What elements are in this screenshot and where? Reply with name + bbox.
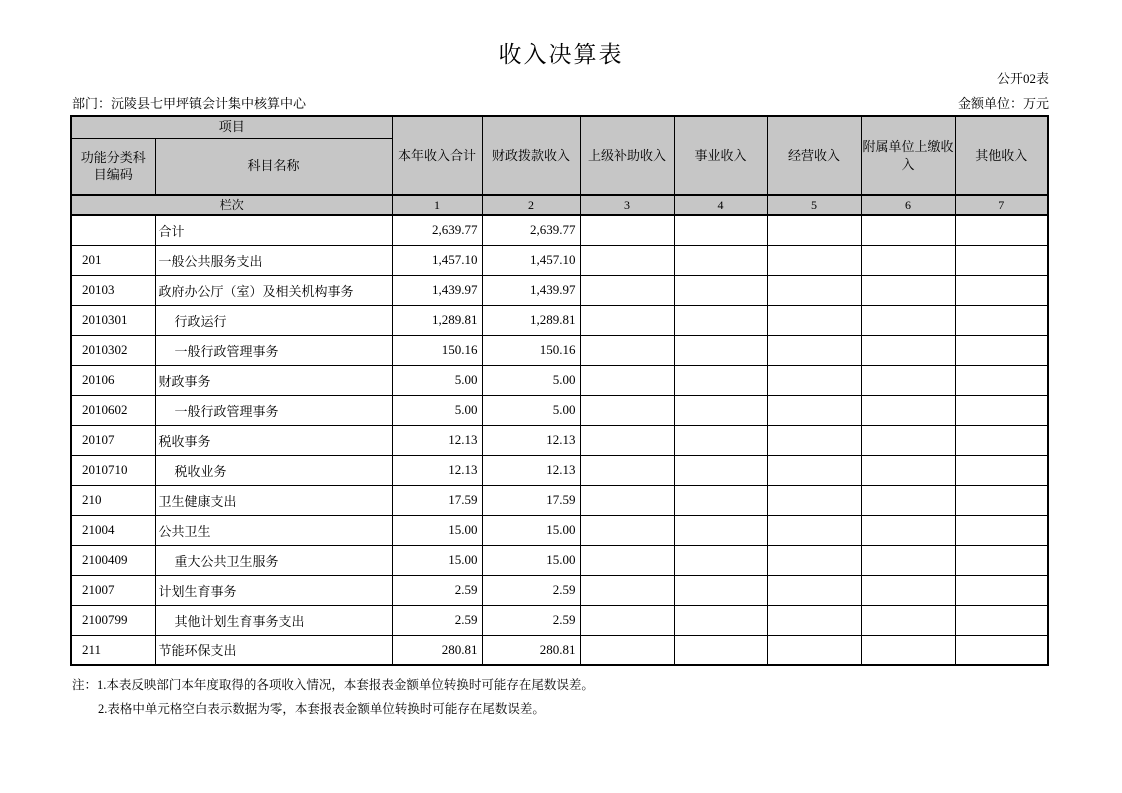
row-amount-cell: 2,639.77 [482, 215, 580, 245]
row-amount-cell [861, 275, 955, 305]
row-function-code: 2100799 [71, 605, 155, 635]
row-amount-cell: 15.00 [482, 545, 580, 575]
row-amount-cell [674, 425, 767, 455]
row-amount-cell: 12.13 [392, 455, 482, 485]
row-function-code: 20106 [71, 365, 155, 395]
table-row [71, 425, 1048, 455]
row-amount-cell [580, 575, 674, 605]
table-row [71, 215, 1048, 245]
row-amount-cell [861, 365, 955, 395]
column-header-total-income: 本年收入合计 [392, 116, 482, 195]
row-subject-name: 行政运行 [155, 305, 392, 335]
row-amount-cell [955, 455, 1048, 485]
row-amount-cell: 2.59 [392, 575, 482, 605]
row-subject-name: 税收事务 [155, 425, 392, 455]
row-amount-cell [580, 605, 674, 635]
row-amount-cell: 12.13 [392, 425, 482, 455]
row-subject-name: 财政事务 [155, 365, 392, 395]
table-row [71, 305, 1048, 335]
row-amount-cell [861, 635, 955, 665]
row-amount-cell [955, 635, 1048, 665]
column-index-1: 1 [392, 195, 482, 215]
row-amount-cell [955, 365, 1048, 395]
row-amount-cell [767, 215, 861, 245]
row-amount-cell [955, 425, 1048, 455]
row-function-code: 210 [71, 485, 155, 515]
row-amount-cell: 150.16 [482, 335, 580, 365]
row-amount-cell [861, 575, 955, 605]
row-amount-cell [580, 365, 674, 395]
column-header-fiscal-appropriation: 财政拨款收入 [482, 116, 580, 195]
column-header-subject-name: 科目名称 [155, 138, 392, 195]
row-amount-cell [580, 245, 674, 275]
row-amount-cell [861, 515, 955, 545]
header-row-project [71, 116, 1048, 138]
row-function-code [71, 215, 155, 245]
row-amount-cell [767, 425, 861, 455]
row-amount-cell [955, 605, 1048, 635]
note-1: 注：1.本表反映部门本年度取得的各项收入情况，本套报表金额单位转换时可能存在尾数误差。 [72, 678, 594, 692]
column-index-label: 栏次 [71, 195, 392, 215]
note-2: 2.表格中单元格空白表示数据为零，本套报表金额单位转换时可能存在尾数误差。 [98, 702, 545, 716]
table-row [71, 365, 1048, 395]
table-row [71, 515, 1048, 545]
table-header [71, 116, 1048, 215]
row-amount-cell [580, 395, 674, 425]
row-amount-cell: 2.59 [482, 605, 580, 635]
row-amount-cell [861, 455, 955, 485]
row-amount-cell [580, 425, 674, 455]
row-amount-cell: 5.00 [482, 365, 580, 395]
table-row [71, 275, 1048, 305]
row-amount-cell: 1,439.97 [482, 275, 580, 305]
row-function-code: 2010302 [71, 335, 155, 365]
row-amount-cell [861, 395, 955, 425]
row-amount-cell: 2.59 [482, 575, 580, 605]
row-amount-cell [861, 605, 955, 635]
row-amount-cell [955, 335, 1048, 365]
column-header-function-code: 功能分类科目编码 [71, 138, 155, 195]
row-amount-cell [674, 455, 767, 485]
row-amount-cell [674, 545, 767, 575]
row-amount-cell [767, 455, 861, 485]
row-amount-cell [767, 635, 861, 665]
row-function-code: 211 [71, 635, 155, 665]
row-amount-cell [674, 605, 767, 635]
row-amount-cell: 5.00 [392, 395, 482, 425]
row-amount-cell: 12.13 [482, 425, 580, 455]
column-header-operating-income: 经营收入 [767, 116, 861, 195]
column-index-4: 4 [674, 195, 767, 215]
row-function-code: 20103 [71, 275, 155, 305]
row-amount-cell: 2,639.77 [392, 215, 482, 245]
row-amount-cell [767, 275, 861, 305]
row-function-code: 21007 [71, 575, 155, 605]
row-function-code: 21004 [71, 515, 155, 545]
row-amount-cell: 1,457.10 [482, 245, 580, 275]
row-amount-cell [767, 575, 861, 605]
table-row [71, 455, 1048, 485]
column-index-row [71, 195, 1048, 215]
table-row [71, 575, 1048, 605]
row-amount-cell [674, 635, 767, 665]
row-amount-cell [580, 335, 674, 365]
row-amount-cell [861, 425, 955, 455]
row-subject-name: 一般公共服务支出 [155, 245, 392, 275]
row-amount-cell [861, 305, 955, 335]
row-amount-cell: 2.59 [392, 605, 482, 635]
column-index-2: 2 [482, 195, 580, 215]
footer-notes [72, 673, 594, 721]
row-amount-cell [861, 245, 955, 275]
row-amount-cell [767, 605, 861, 635]
row-amount-cell [861, 335, 955, 365]
row-subject-name: 政府办公厅（室）及相关机构事务 [155, 275, 392, 305]
column-index-6: 6 [861, 195, 955, 215]
row-function-code: 201 [71, 245, 155, 275]
income-table [70, 115, 1049, 666]
row-amount-cell [955, 485, 1048, 515]
row-amount-cell: 1,457.10 [392, 245, 482, 275]
row-subject-name: 节能环保支出 [155, 635, 392, 665]
row-amount-cell [767, 395, 861, 425]
table-row [71, 635, 1048, 665]
row-amount-cell: 12.13 [482, 455, 580, 485]
row-function-code: 2010602 [71, 395, 155, 425]
page-title: 收入决算表 [498, 42, 624, 67]
row-amount-cell [861, 485, 955, 515]
table-row [71, 395, 1048, 425]
row-amount-cell [580, 455, 674, 485]
row-amount-cell: 15.00 [482, 515, 580, 545]
row-amount-cell [955, 515, 1048, 545]
row-amount-cell [674, 395, 767, 425]
row-amount-cell [767, 545, 861, 575]
table-row [71, 245, 1048, 275]
row-subject-name: 合计 [155, 215, 392, 245]
row-amount-cell [767, 515, 861, 545]
row-amount-cell: 280.81 [392, 635, 482, 665]
row-amount-cell [674, 485, 767, 515]
row-amount-cell [580, 305, 674, 335]
column-index-5: 5 [767, 195, 861, 215]
project-group-header: 项目 [71, 116, 392, 138]
table-row [71, 545, 1048, 575]
row-amount-cell: 5.00 [392, 365, 482, 395]
row-amount-cell [580, 545, 674, 575]
row-function-code: 2010710 [71, 455, 155, 485]
row-amount-cell [767, 305, 861, 335]
row-function-code: 2010301 [71, 305, 155, 335]
row-amount-cell [955, 215, 1048, 245]
row-amount-cell [674, 215, 767, 245]
row-subject-name: 税收业务 [155, 455, 392, 485]
row-amount-cell [861, 545, 955, 575]
row-amount-cell [955, 575, 1048, 605]
row-subject-name: 卫生健康支出 [155, 485, 392, 515]
row-amount-cell [674, 515, 767, 545]
amount-unit-label: 金额单位：万元 [957, 96, 1049, 111]
column-header-affiliated-unit-income: 附属单位上缴收入 [861, 116, 955, 195]
table-body [71, 215, 1048, 665]
meta-row [72, 93, 1049, 112]
row-amount-cell: 1,289.81 [392, 305, 482, 335]
row-amount-cell [955, 275, 1048, 305]
row-amount-cell [861, 215, 955, 245]
row-amount-cell [580, 215, 674, 245]
row-subject-name: 一般行政管理事务 [155, 335, 392, 365]
row-amount-cell: 17.59 [482, 485, 580, 515]
row-amount-cell [767, 485, 861, 515]
row-amount-cell [955, 395, 1048, 425]
row-amount-cell [674, 365, 767, 395]
row-amount-cell: 15.00 [392, 515, 482, 545]
table-code-label: 公开02表 [996, 71, 1049, 86]
row-amount-cell [580, 635, 674, 665]
row-amount-cell [955, 545, 1048, 575]
column-index-3: 3 [580, 195, 674, 215]
row-amount-cell [955, 245, 1048, 275]
row-amount-cell: 15.00 [392, 545, 482, 575]
column-header-business-income: 事业收入 [674, 116, 767, 195]
row-amount-cell [674, 305, 767, 335]
row-amount-cell [580, 485, 674, 515]
row-amount-cell [955, 305, 1048, 335]
row-amount-cell [767, 245, 861, 275]
row-subject-name: 重大公共卫生服务 [155, 545, 392, 575]
row-amount-cell [674, 335, 767, 365]
row-function-code: 20107 [71, 425, 155, 455]
row-subject-name: 其他计划生育事务支出 [155, 605, 392, 635]
row-amount-cell: 5.00 [482, 395, 580, 425]
row-amount-cell: 17.59 [392, 485, 482, 515]
department-label: 部门：沅陵县七甲坪镇会计集中核算中心 [72, 96, 307, 111]
table-row [71, 605, 1048, 635]
row-amount-cell [674, 245, 767, 275]
row-amount-cell: 150.16 [392, 335, 482, 365]
column-header-superior-subsidy: 上级补助收入 [580, 116, 674, 195]
table-row [71, 485, 1048, 515]
row-amount-cell [580, 275, 674, 305]
row-subject-name: 一般行政管理事务 [155, 395, 392, 425]
row-amount-cell [580, 515, 674, 545]
table-row [71, 335, 1048, 365]
column-header-other-income: 其他收入 [955, 116, 1048, 195]
row-amount-cell: 1,289.81 [482, 305, 580, 335]
row-amount-cell: 1,439.97 [392, 275, 482, 305]
column-index-7: 7 [955, 195, 1048, 215]
row-amount-cell: 280.81 [482, 635, 580, 665]
row-function-code: 2100409 [71, 545, 155, 575]
row-amount-cell [767, 365, 861, 395]
row-amount-cell [674, 275, 767, 305]
row-amount-cell [674, 575, 767, 605]
row-subject-name: 公共卫生 [155, 515, 392, 545]
row-subject-name: 计划生育事务 [155, 575, 392, 605]
row-amount-cell [767, 335, 861, 365]
